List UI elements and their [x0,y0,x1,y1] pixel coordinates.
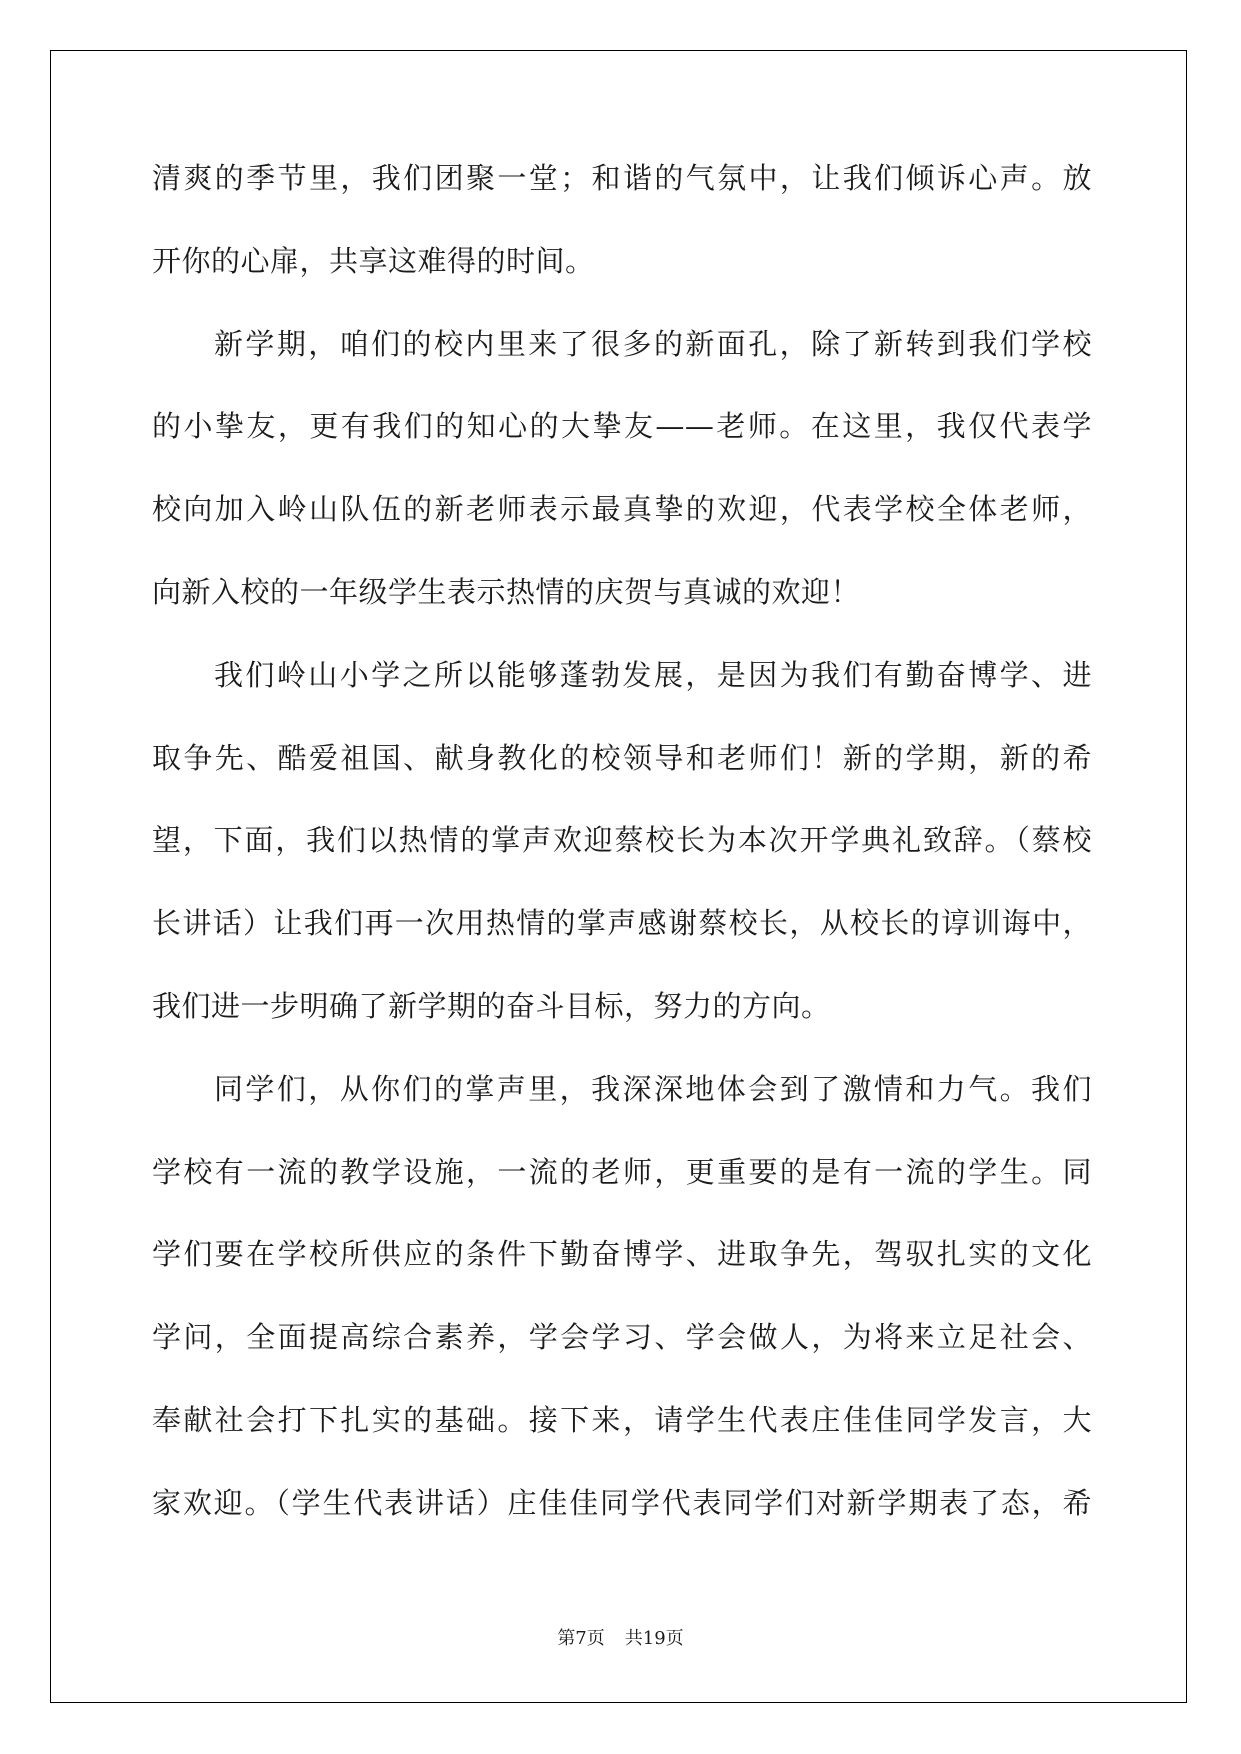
text-line: 我们岭山小学之所以能够蓬勃发展，是因为我们有勤奋博学、进 [214,657,1092,692]
text-line: 同学们，从你们的掌声里，我深深地体会到了激情和力气。我们 [214,1071,1092,1106]
page-footer [0,1624,1241,1650]
text-line: 长讲话）让我们再一次用热情的掌声感谢蔡校长，从校长的谆训诲中， [152,906,1092,941]
text-line: 我们进一步明确了新学期的奋斗目标，努力的方向。 [152,988,831,1023]
text-line: 望，下面，我们以热情的掌声欢迎蔡校长为本次开学典礼致辞。（蔡校 [152,823,1092,858]
text-line: 的小挚友，更有我们的知心的大挚友——老师。在这里，我仅代表学 [152,409,1092,444]
text-line: 清爽的季节里，我们团聚一堂；和谐的气氛中，让我们倾诉心声。放 [152,161,1092,195]
page-number: 第7页 [557,1628,605,1649]
text-line: 新学期，咱们的校内里来了很多的新面孔，除了新转到我们学校 [214,326,1092,361]
text-line: 取争先、酷爱祖国、献身教化的校领导和老师们！新的学期，新的希 [152,740,1092,775]
text-line: 向新入校的一年级学生表示热情的庆贺与真诚的欢迎！ [152,574,861,609]
text-line: 学校有一流的教学设施，一流的老师，更重要的是有一流的学生。同 [152,1154,1092,1189]
page-total: 共19页 [624,1628,684,1649]
text-line: 奉献社会打下扎实的基础。接下来，请学生代表庄佳佳同学发言，大 [152,1402,1092,1437]
text-line: 开你的心扉，共享这难得的时间。 [152,243,595,278]
text-line: 家欢迎。（学生代表讲话）庄佳佳同学代表同学们对新学期表了态，希 [152,1485,1092,1520]
document-body [152,158,1092,1566]
text-line: 学们要在学校所供应的条件下勤奋博学、进取争先，驾驭扎实的文化 [152,1237,1092,1272]
text-line: 校向加入岭山队伍的新老师表示最真挚的欢迎，代表学校全体老师， [152,492,1092,527]
text-line: 学问，全面提高综合素养，学会学习、学会做人，为将来立足社会、 [152,1320,1092,1355]
